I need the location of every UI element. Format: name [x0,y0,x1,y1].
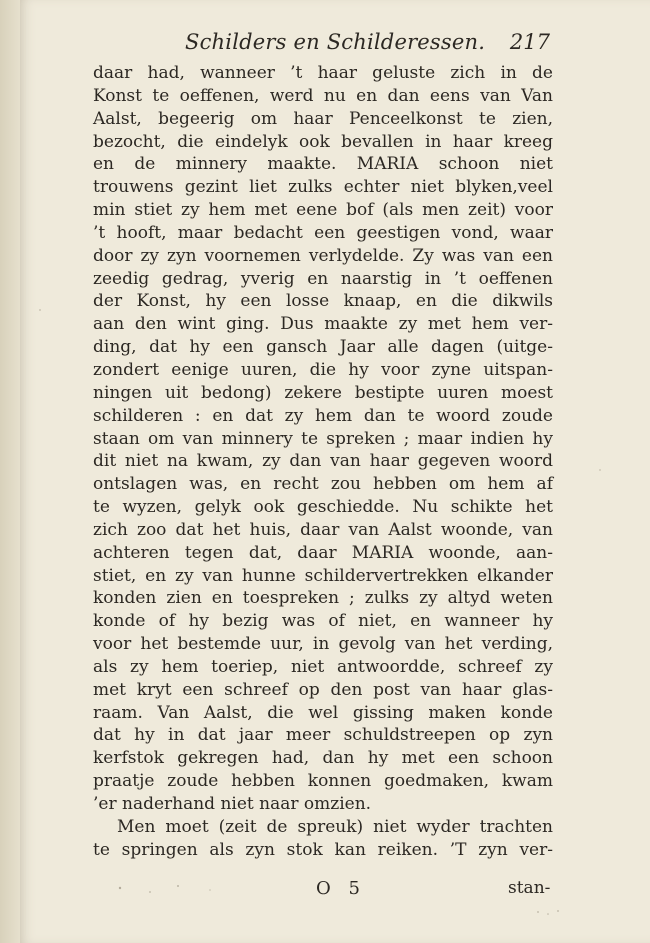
text-line: door zy zyn voornemen verlydelde. Zy was van een [93,245,553,266]
text-line: ding, dat hy een gansch Jaar alle dagen (uitge- [93,337,553,358]
text-line: ningen uit bedong) zekere bestipte uuren moest [93,382,553,403]
text-line: min stiet zy hem met eene bof (als men zeit) voor [93,200,553,221]
signature-mark: O 5 [316,878,366,899]
text-line: Konst te oeffenen, werd nu en dan eens van Van [93,85,553,106]
text-line: ’t hooft, maar bedacht een geestigen vond, waar [93,222,553,243]
text-line: schilderen : en dat zy hem dan te woord zoude [93,405,553,426]
text-line: praatje zoude hebben konnen goedmaken, kwam [93,771,553,792]
text-line: raam. Van Aalst, die wel gissing maken konde [93,702,553,723]
text-line: konde of hy bezig was of niet, en wanneer hy [93,611,553,632]
running-title: Schilders en Schilderessen. [185,30,486,54]
paragraph-end-line: ’er naderhand niet naar omzien. [93,794,372,814]
catchword: stan- [508,878,551,898]
text-line: te springen als zyn stok kan reiken. ’T zyn ver- [93,839,553,860]
text-line: voor het bestemde uur, in gevolg van het verding, [93,634,553,655]
text-line: aan den wint ging. Dus maakte zy met hem ver- [93,314,553,335]
text-line: en de minnery maakte. MARIA schoon niet [93,154,553,175]
text-line: trouwens gezint liet zulks echter niet blyken,veel [93,177,553,198]
text-line: ontslagen was, en recht zou hebben om hem af [93,474,553,495]
text-line: met kryt een schreef op den post van haar glas- [93,679,553,700]
text-line: dat hy in dat jaar meer schuldstreepen op zyn [93,725,553,746]
text-line: als zy hem toeriep, niet antwoordde, schreef zy [93,656,553,677]
text-line: zondert eenige uuren, die hy voor zyne uitspan- [93,359,553,380]
text-line: zeedig gedrag, yverig en naarstig in ’t oeffenen [93,268,553,289]
text-line: zich zoo dat het huis, daar van Aalst woonde, van [93,519,553,540]
text-line: staan om van minnery te spreken ; maar indien hy [93,428,553,449]
text-line: te wyzen, gelyk ook geschiedde. Nu schikte het [93,497,553,518]
text-line: bezocht, die eindelyk ook bevallen in haar kreeg [93,131,553,152]
page-number: 217 [509,30,550,54]
text-line: kerfstok gekregen had, dan hy met een schoon [93,748,553,769]
paragraph-start-line: Men moet (zeit de spreuk) niet wyder trachten [117,816,553,837]
text-line: Aalst, begeerig om haar Penceelkonst te zien, [93,108,553,129]
text-line: achteren tegen dat, daar MARIA woonde, aan- [93,542,553,563]
text-line: dit niet na kwam, zy dan van haar gegeven woord [93,451,553,472]
text-line: stiet, en zy van hunne schildervertrekken elkander [93,565,553,586]
text-line: konden zien en toespreken ; zulks zy altyd weten [93,588,553,609]
text-line: daar had, wanneer ’t haar geluste zich in de [93,63,553,83]
text-line: der Konst, hy een losse knaap, en die dikwils [93,291,553,312]
